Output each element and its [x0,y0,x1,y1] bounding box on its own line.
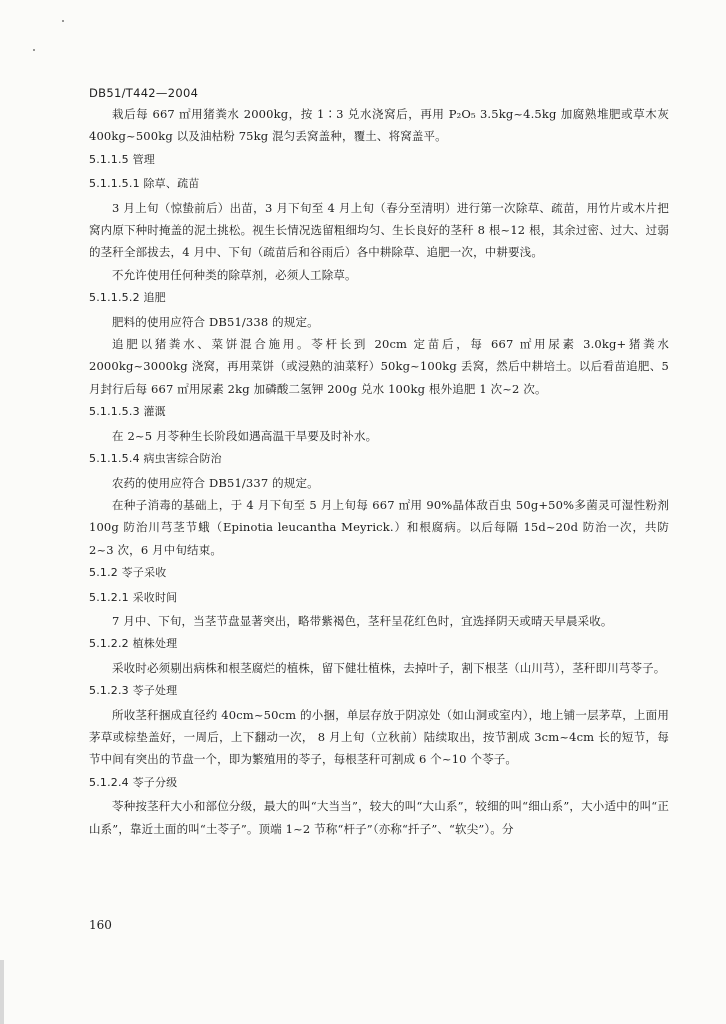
paragraph: 苓种按茎秆大小和部位分级，最大的叫“大当当”，较大的叫“大山系”，较细的叫“细山系”，大小适中的叫“正山系”，靠近土面的叫“土苓子”。顶端 1~2 节称“杆子”（亦称“扦子”、“软尖”）。分 [89,799,669,836]
section-heading: 5.1.2.4 苓子分级 [89,775,178,789]
section-heading: 5.1.2.2 植株处理 [89,637,178,651]
paragraph: 在种子消毒的基础上，于 4 月下旬至 5 月上旬每 667 ㎡用 90%晶体敌百虫 50g+50%多菌灵可湿性粉剂 100g 防治川芎茎节蛾（Epinotia leucantha Meyrick.）和根腐病。以后每隔 15d~20d 防治一次，共防 2~3 次，6 月中旬结束。 [89,497,669,557]
section-heading: 5.1.1.5.3 灌溉 [89,405,166,419]
paragraph: 所收茎秆捆成直径约 40cm~50cm 的小捆，单层存放于阴凉处（如山洞或室内），地上铺一层茅草，上面用茅草或棕垫盖好，一周后，上下翻动一次， 8 月上旬（立秋前）陆续取出，按节割成 3cm~4cm 长的短节，每节中间有突出的节盘一个，即为繁殖用的苓子，每根茎秆可割成 6 个~10 个苓子。 [89,707,669,767]
section-heading: 5.1.2.3 苓子处理 [89,684,178,698]
standard-code: DB51/T442—2004 [89,86,199,100]
paragraph: 栽后每 667 ㎡用猪粪水 2000kg，按 1∶3 兑水浇窝后，再用 P₂O₅ 3.5kg~4.5kg 加腐熟堆肥或草木灰 400kg~500kg 以及油枯粉 75kg 混匀丢窝盖种，覆土、将窝盖平。 [89,107,669,144]
body-text [89,103,669,840]
section-heading: 5.1.1.5 管理 [89,152,155,166]
paragraph: 采收时必须剔出病株和根茎腐烂的植株，留下健壮植株，去掉叶子，割下根茎（山川芎），茎秆即川芎苓子。 [112,660,666,675]
paragraph: 农药的使用应符合 DB51/337 的规定。 [112,475,319,490]
scan-speck [33,49,35,51]
paragraph: 肥料的使用应符合 DB51/338 的规定。 [112,314,319,329]
paragraph: 追肥以猪粪水、菜饼混合施用。苓杆长到 20cm 定苗后，每 667 ㎡用尿素 3.0kg+猪粪水 2000kg~3000kg 浇窝，再用菜饼（或浸熟的油菜籽）50kg~100kg 丢窝，然后中耕培土。以后看苗追肥、5 月封行后每 667 ㎡用尿素 2kg 加磷酸二氢钾 200g 兑水 100kg 根外追肥 1 次~2 次。 [89,337,669,396]
section-heading: 5.1.1.5.2 追肥 [89,291,166,305]
section-heading: 5.1.2.1 采收时间 [89,590,178,604]
paragraph: 在 2~5 月苓种生长阶段如遇高温干旱要及时补水。 [112,428,378,443]
paragraph: 7 月中、下旬，当茎节盘显著突出，略带紫褐色，茎秆呈花红色时，宜选择阴天或晴天早晨采收。 [112,613,613,628]
page-number: 160 [89,918,112,932]
scan-speck [62,20,64,22]
paragraph: 不允许使用任何种类的除草剂，必须人工除草。 [112,267,357,282]
paragraph: 3 月上旬（惊蛰前后）出苗，3 月下旬至 4 月上旬（春分至清明）进行第一次除草、疏苗，用竹片或木片把窝内原下种时掩盖的泥土挑松。视生长情况选留粗细均匀、生长良好的茎秆 8 根~12 根，其余过密、过大、过弱的茎秆全部拔去，4 月中、下旬（疏苗后和谷雨后）各中耕除草、追肥一次，中耕要浅。 [89,200,669,260]
section-heading: 5.1.1.5.4 病虫害综合防治 [89,452,222,466]
scan-edge-shadow [0,960,4,1024]
section-heading: 5.1.2 苓子采收 [89,566,167,580]
section-heading: 5.1.1.5.1 除草、疏苗 [89,177,200,191]
